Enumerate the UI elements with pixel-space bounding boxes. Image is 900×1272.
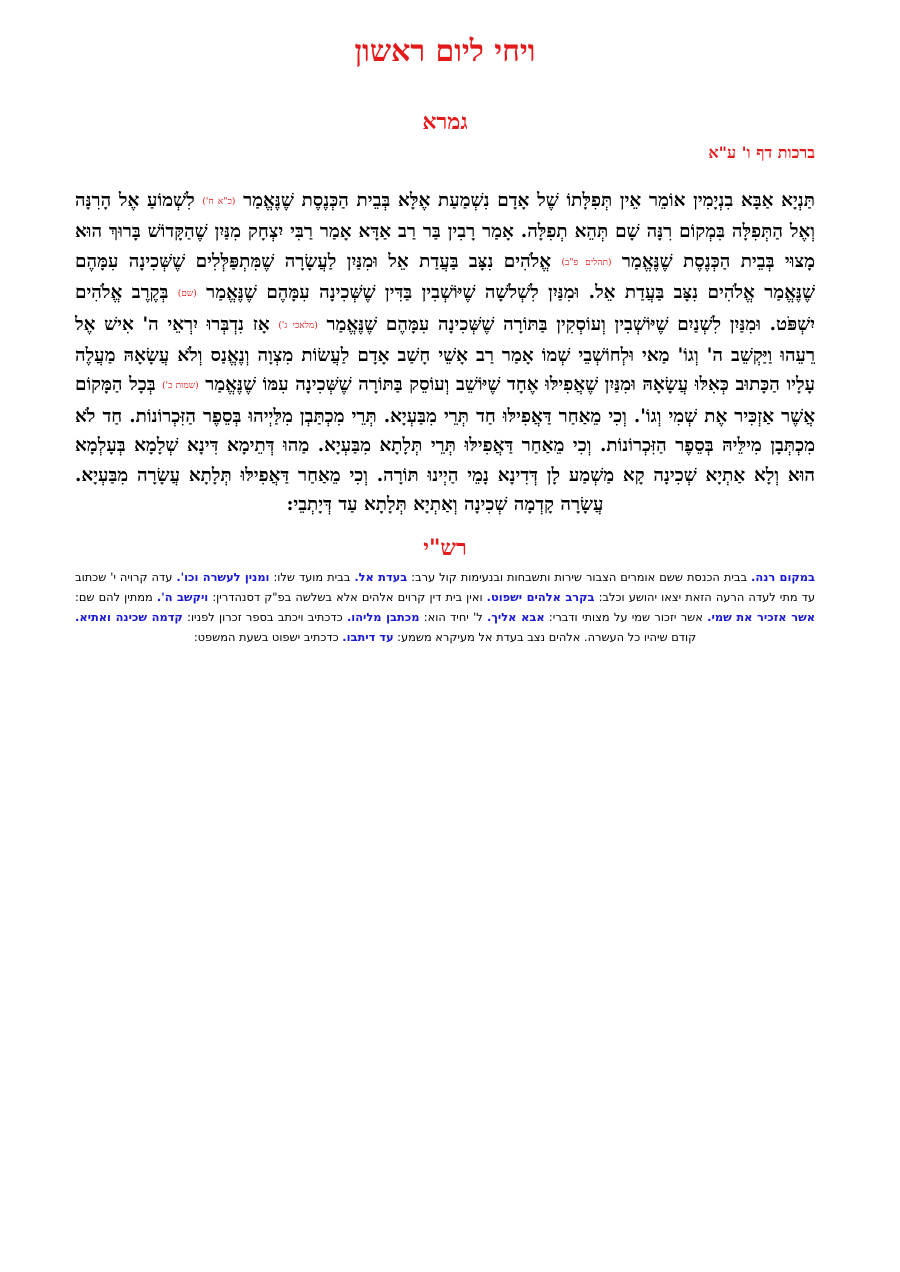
rashi-comment: ואין בית דין קרוים אלהים אלא בשלשה בפ"ק דסנהדרין:: [208, 590, 487, 605]
verse-reference: (כ"א ח'): [202, 197, 236, 207]
page-title: ויחי ליום ראשון: [354, 34, 536, 69]
rashi-comment: ל' יחיד הוא:: [419, 610, 488, 625]
gemara-passage: בְּקֶרֶב אֱלֹהִים יִשְׁפֹּט. וּמִנַּיִן לִשְׁנַיִם שֶׁיּוֹשְׁבִין וְעוֹסְקִין בַּתּוֹרָה שֶׁשְּׁכִינָה עִמָּהֶם שֶׁנֶּאֱמַר: [75, 282, 815, 335]
dibur-hamatchil: בקרב אלהים ישפוט.: [486, 590, 595, 605]
verse-reference: (שמות כ'): [162, 381, 199, 392]
dibur-hamatchil: אבא אליך.: [487, 610, 545, 625]
rashi-commentary: [75, 567, 815, 647]
gemara-passage: בְּכָל הַמָּקוֹם אֲשֶׁר אַזְכִּיר אֶת שְׁמִי וְגוֹ'. וְכִי מֵאַחַר דַּאֲפִילּוּ חַד תְּרֵי מִבַּעְיָא. תְּרֵי מִכְתַּבְן מִלַּיְיהוּ בְּסֵפֶר הַזִּכְרוֹנוֹת. חַד לֹא מִכְתְּבָן מִילֵּיהּ בְּסֵפֶר הַזִּכְרוֹנוֹת. וְכִי מֵאַחַר דַּאֲפִילּוּ תְּרֵי תְּלָתָא מִבַּעְיָא. מַהוּ דְּתֵימָא דִּינָא שְׁלָמָא בְּעָלְמָא הוּא וְלָא אַתְיָא שְׁכִינָה קָא מַשְׁמַע לָן דְּדִינָא נָמֵי הַיְינוּ תּוֹרָה. וְכִי מֵאַחַר דַּאֲפִילּוּ תְּלָתָא עֲשָׂרָה מִבַּעְיָא. עֲשָׂרָה קָדְמָה שְׁכִינָה וְאַתְיָא תְּלָתָא עַד דְּיָתְבֵי:: [75, 374, 815, 516]
dibur-hamatchil: אשר אזכיר את שמי.: [707, 610, 816, 625]
gemara-passage: אֱלֹהִים נִצָּב בַּעֲדַת אֵל וּמִנַּיִן לַעֲשָׂרָה שֶׁמִּתְפַּלְּלִים שֶׁשְּׁכִינָה עִמָּהֶם שֶׁנֶּאֱמַר אֱלֹהִים נִצָּב בַּעֲדַת אֵל. וּמִנַּיִן לִשְׁלֹשָׁה שֶׁיּוֹשְׁבִין בַּדִּין שֶׁשְּׁכִינָה עִמָּהֶם שֶׁנֶּאֱמַר: [75, 250, 815, 304]
verse-reference: (תהלים פ"ב): [561, 257, 612, 268]
rashi-comment: בבית מועד שלו:: [269, 570, 355, 585]
dibur-hamatchil: בעדת אל.: [354, 570, 408, 585]
rashi-comment: כדכתיב ישפוט בשעת המשפט:: [193, 630, 343, 645]
gemara-passage: תַּנְיָא אַבָּא בִנְיָמִין אוֹמֵר אֵין תְּפִלָּתוֹ שֶׁל אָדָם נִשְׁמַעַת אֶלָּא בְּבֵית הַכְּנֶסֶת שֶׁנֶּאֱמַר: [235, 190, 815, 211]
dibur-hamatchil: במקום רנה.: [751, 570, 815, 585]
dibur-hamatchil: עד דיתבו.: [342, 630, 394, 645]
page: [75, 0, 815, 1272]
dibur-hamatchil: קדמה שכינה ואתיא.: [75, 610, 183, 625]
verse-reference: (שם): [177, 289, 197, 300]
rashi-heading: רש"י: [423, 535, 467, 562]
rashi-comment: ממתין להם שם:: [75, 590, 157, 605]
gemara-passage: לִשְׁמוֹעַ אֶל הָרִנָּה וְאֶל הַתְּפִלָּה בִּמְקוֹם רִנָּה שָׁם תְּהֵא תְפִלָּה. אָמַר רָבִין בַּר רַב אַדָּא אָמַר רַבִּי יִצְחָק מִנַּיִן שֶׁהַקָּדוֹשׁ בָּרוּךְ הוּא מָצוּי בְּבֵית הַכְּנֶסֶת שֶׁנֶּאֱמַר: [75, 190, 815, 272]
dibur-hamatchil: ויקשב ה'.: [156, 590, 209, 605]
dibur-hamatchil: מכתבן מליהו.: [346, 610, 420, 625]
dibur-hamatchil: ומנין לעשרה וכו'.: [176, 570, 270, 585]
rashi-comment: קודם שיהיו כל העשרה. אלהים נצב בעדת אל מעיקרא משמע:: [393, 630, 697, 645]
gemara-heading: גמרא: [422, 109, 468, 135]
gemara-passage: אָז נִדְבְּרוּ יִרְאֵי ה' אִישׁ אֶל רֵעֵהוּ וַיַּקְשֵׁב ה' וְגוֹ' מַאי וּלְחוֹשְׁבֵי שְׁמוֹ אָמַר רַב אָשֵׁי חָשַׁב אָדָם לַעֲשׂוֹת מִצְוָה וְנֶאֱנַס וְלֹא עֲשָׂאָהּ מַעֲלֶה עָלָיו הַכָּתוּב כְּאִלּוּ עֲשָׂאָהּ וּמִנַּיִן שֶׁאֲפִילּוּ אֶחָד שֶׁיּוֹשֵׁב וְעוֹסֵק בַּתּוֹרָה שֶׁשְּׁכִינָה עִמּוֹ שֶׁנֶּאֱמַר: [75, 313, 816, 396]
rashi-comment: עדה קרויה י' שכתוב עד מתי לעדה הרעה הזאת יצאו יהושע וכלב:: [75, 570, 816, 605]
rashi-comment: כדכתיב ויכתב בספר זכרון לפניו:: [182, 610, 347, 625]
rashi-comment: בבית הכנסת ששם אומרים הצבור שירות ותשבחות ובנעימות קול ערב:: [407, 570, 752, 585]
rashi-comment: אשר יזכור שמי על מצותי ודברי:: [544, 610, 708, 625]
gemara-text: [75, 186, 815, 519]
source-reference: ברכות דף ו' ע"א: [708, 143, 815, 162]
verse-reference: (מלאכי ג'): [278, 320, 318, 331]
